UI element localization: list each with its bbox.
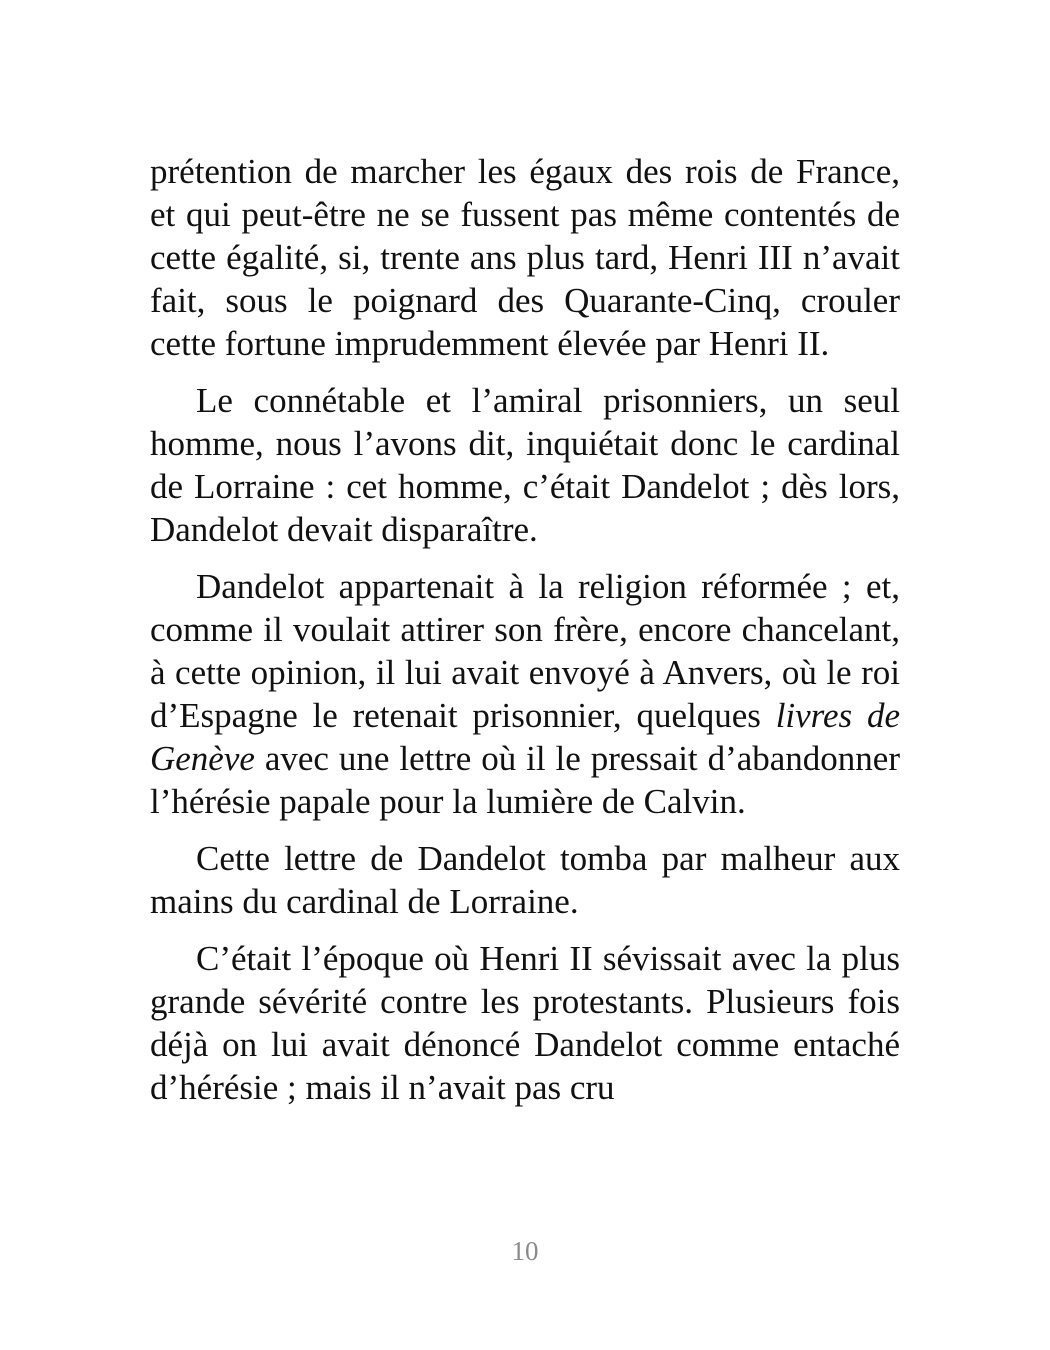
- paragraph-1: prétention de marcher les égaux des rois de France, et qui peut-être ne se fussent pas même contentés de cette égalité, si, trente ans plus tard, Henri III n’avait fait, sous le poignard des Quarante-Cinq, crouler cette fortune imprudemment élevée par Henri II.: [150, 152, 900, 363]
- paragraph-3-text-end: avec une lettre où il le pressait d’abandonner l’hérésie papale pour la lumière de Calvin.: [150, 739, 900, 821]
- paragraph-5: C’était l’époque où Henri II sévissait avec la plus grande sévérité contre les protestants. Plusieurs fois déjà on lui avait dénoncé Dandelot comme entaché d’hérésie ; mais il n’avait pas cru: [150, 939, 900, 1107]
- page-number: 10: [511, 1236, 539, 1266]
- paragraph-3: [150, 565, 900, 823]
- paragraph-2: Le connétable et l’amiral prisonniers, un seul homme, nous l’avons dit, inquiétait donc le cardinal de Lorraine : cet homme, c’était Dandelot ; dès lors, Dandelot devait disparaître.: [150, 381, 900, 549]
- paragraph-3-text-start: Dandelot appartenait à la religion réformée ; et, comme il voulait attirer son frère, encore chancelant, à cette opinion, il lui avait envoyé à Anvers, où le roi d’Espagne le retenait prisonnier, quelques: [150, 567, 900, 735]
- paragraph-4: Cette lettre de Dandelot tomba par malheur aux mains du cardinal de Lorraine.: [150, 839, 900, 921]
- page-body: [150, 150, 900, 1123]
- paragraph-3-italic-title: livres de Genève: [150, 696, 900, 778]
